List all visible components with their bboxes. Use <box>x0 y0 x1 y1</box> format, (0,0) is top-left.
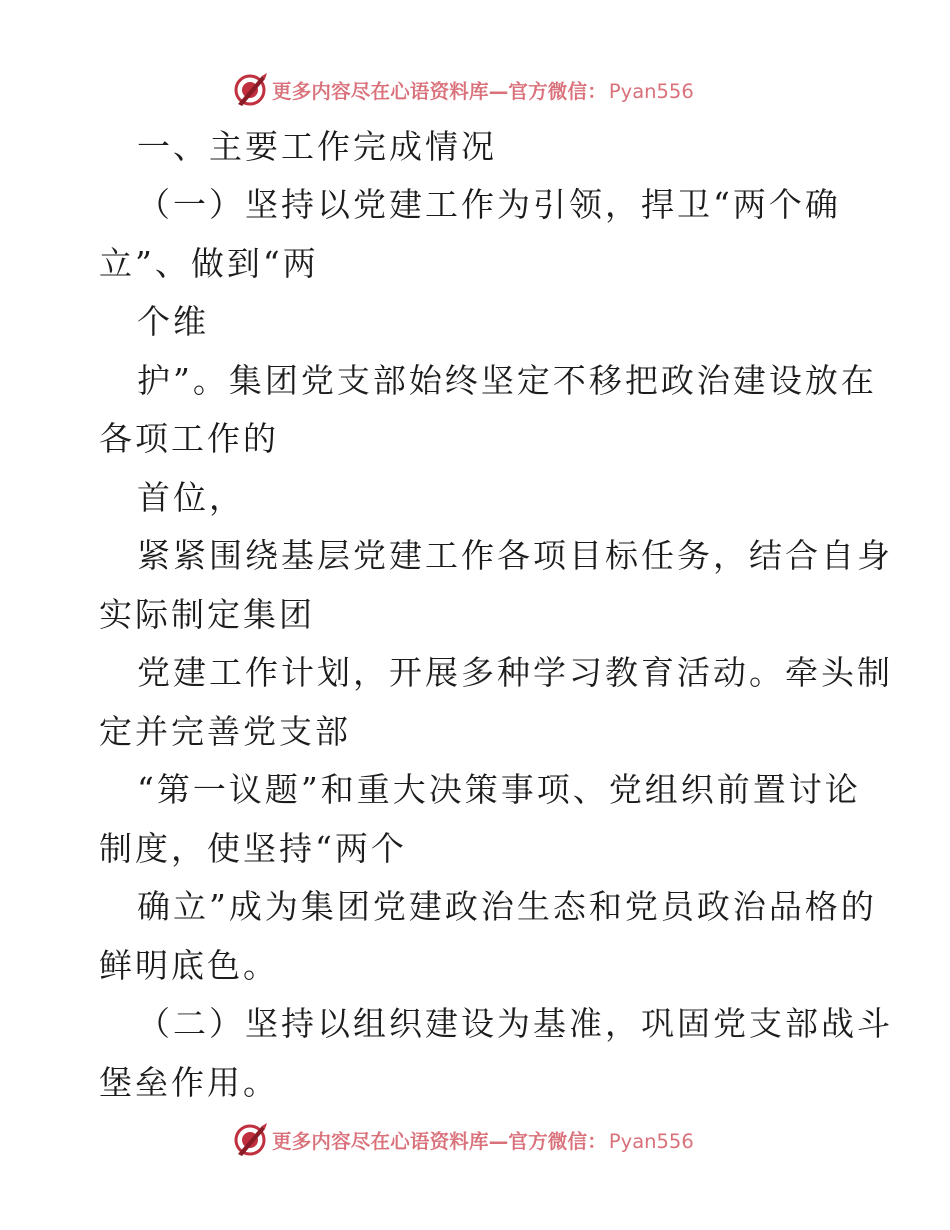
watermark-brand-text: 更多内容尽在心语资料库—官方微信： <box>272 80 607 103</box>
text-line: 鲜明底色。 <box>99 946 279 985</box>
text-line: 实际制定集团 <box>99 595 315 634</box>
text-line: （二）坚持以组织建设为基准，巩固党支部战斗 <box>137 1004 893 1043</box>
watermark-footer <box>232 1120 694 1160</box>
pen-logo-icon <box>232 1122 268 1158</box>
watermark-brand-text: 更多内容尽在心语资料库—官方微信： <box>272 1130 607 1153</box>
text-line: 个维 <box>137 302 209 341</box>
pen-logo-icon <box>232 72 268 108</box>
section-heading: 一、主要工作完成情况 <box>137 127 497 166</box>
text-line: 护”。集团党支部始终坚定不移把政治建设放在 <box>137 361 877 400</box>
text-line: 各项工作的 <box>99 419 279 458</box>
text-line: （一）坚持以党建工作为引领，捍卫“两个确 <box>137 185 841 224</box>
watermark-wechat-id: Pyan556 <box>608 80 694 103</box>
text-line: 制度，使坚持“两个 <box>99 829 407 868</box>
text-line: “第一议题”和重大决策事项、党组织前置讨论 <box>137 770 861 809</box>
text-line: 定并完善党支部 <box>99 712 351 751</box>
text-line: 立”、做到“两 <box>99 244 319 283</box>
watermark-wechat-id: Pyan556 <box>608 1130 694 1153</box>
watermark-header <box>232 70 694 110</box>
text-line: 党建工作计划，开展多种学习教育活动。牵头制 <box>137 653 893 692</box>
text-line: 首位， <box>137 478 245 517</box>
text-line: 紧紧围绕基层党建工作各项目标任务，结合自身 <box>137 536 893 575</box>
text-line: 确立”成为集团党建政治生态和党员政治品格的 <box>137 887 877 926</box>
text-line: 堡垒作用。 <box>99 1063 279 1102</box>
